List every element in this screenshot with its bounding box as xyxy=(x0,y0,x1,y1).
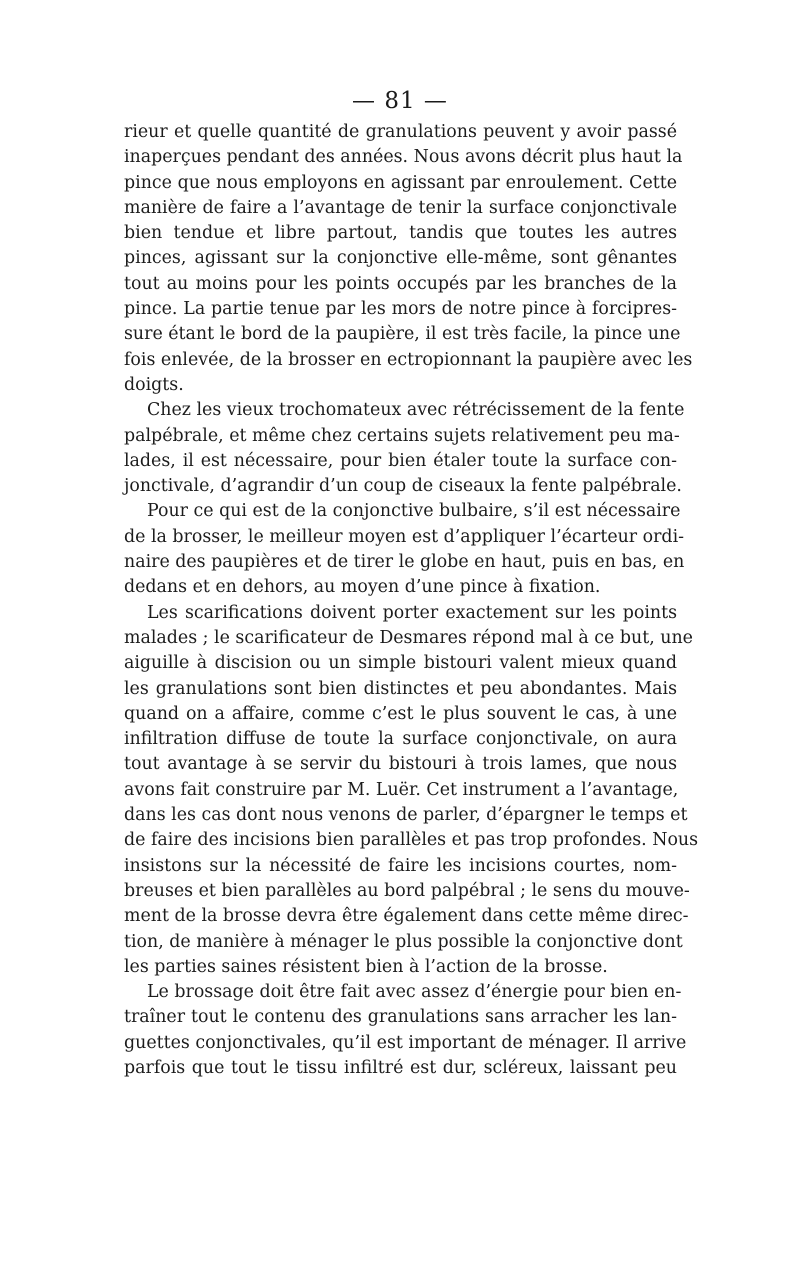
text-line: avons fait construire par M. Luër. Cet instrument a l’avantage, xyxy=(124,779,679,800)
text-line: pince que nous employons en agissant par enroulement. Cette xyxy=(124,172,677,193)
text-line: dedans et en dehors, au moyen d’une pince à fixation. xyxy=(124,577,601,598)
text-line: les granulations sont bien distinctes et peu abondantes. Mais xyxy=(124,678,677,699)
text-line: rieur et quelle quantité de granulations peuvent y avoir passé xyxy=(124,122,677,142)
text-line: lades, il est nécessaire, pour bien étaler toute la surface con- xyxy=(124,450,677,471)
text-line: pince. La partie tenue par les mors de notre pince à forcipres- xyxy=(124,299,677,320)
text-line: de la brosser, le meilleur moyen est d’appliquer l’écarteur ordi- xyxy=(124,526,685,547)
text-line: sure étant le bord de la paupière, il est très facile, la pince une xyxy=(124,324,681,345)
text-line: breuses et bien parallèles au bord palpébral ; le sens du mouve- xyxy=(124,880,690,901)
page-number: — 81 — xyxy=(352,88,448,114)
text-line: quand on a affaire, comme c’est le plus souvent le cas, à une xyxy=(124,703,677,724)
text-line: fois enlevée, de la brosser en ectropionnant la paupière avec les xyxy=(124,349,693,370)
text-line: tout avantage à se servir du bistouri à trois lames, que nous xyxy=(124,754,677,775)
text-line: jonctivale, d’agrandir d’un coup de ciseaux la fente palpébrale. xyxy=(124,476,682,497)
text-line: Chez les vieux trochomateux avec rétrécissement de la fente xyxy=(147,400,685,421)
text-line: Les scarifications doivent porter exactement sur les points xyxy=(147,602,677,623)
text-line: doigts. xyxy=(124,374,184,395)
text-line: guettes conjonctivales, qu’il est important de ménager. Il arrive xyxy=(124,1032,687,1053)
body-text xyxy=(124,120,699,1081)
text-line: parfois que tout le tissu infiltré est dur, scléreux, laissant peu xyxy=(124,1057,677,1078)
text-line: ment de la brosse devra être également dans cette même direc- xyxy=(124,906,689,927)
text-line: bien tendue et libre partout, tandis que toutes les autres xyxy=(124,223,677,244)
text-line: pinces, agissant sur la conjonctive elle-même, sont gênantes xyxy=(124,248,677,269)
text-line: inaperçues pendant des années. Nous avons décrit plus haut la xyxy=(124,147,683,168)
text-line: dans les cas dont nous venons de parler, d’épargner le temps et xyxy=(124,805,688,826)
text-line: traîner tout le contenu des granulations sans arracher les lan- xyxy=(124,1007,677,1028)
text-line: malades ; le scarificateur de Desmares répond mal à ce but, une xyxy=(124,627,693,648)
text-line: manière de faire a l’avantage de tenir la surface conjonctivale xyxy=(124,197,677,218)
text-line: tout au moins pour les points occupés par les branches de la xyxy=(124,273,677,294)
text-line: tion, de manière à ménager le plus possible la conjonctive dont xyxy=(124,931,683,952)
text-line: aiguille à discision ou un simple bistouri valent mieux quand xyxy=(124,653,677,674)
text-line: infiltration diffuse de toute la surface conjonctivale, on aura xyxy=(124,729,677,750)
text-line: de faire des incisions bien parallèles et pas trop profondes. Nous xyxy=(124,830,699,851)
text-line: les parties saines résistent bien à l’action de la brosse. xyxy=(124,956,608,977)
text-line: palpébrale, et même chez certains sujets relativement peu ma- xyxy=(124,425,680,446)
text-line: insistons sur la nécessité de faire les incisions courtes, nom- xyxy=(124,855,677,876)
text-line: naire des paupières et de tirer le globe en haut, puis en bas, en xyxy=(124,552,685,573)
text-line: Le brossage doit être fait avec assez d’énergie pour bien en- xyxy=(147,982,682,1003)
text-line: Pour ce qui est de la conjonctive bulbaire, s’il est nécessaire xyxy=(147,501,681,522)
